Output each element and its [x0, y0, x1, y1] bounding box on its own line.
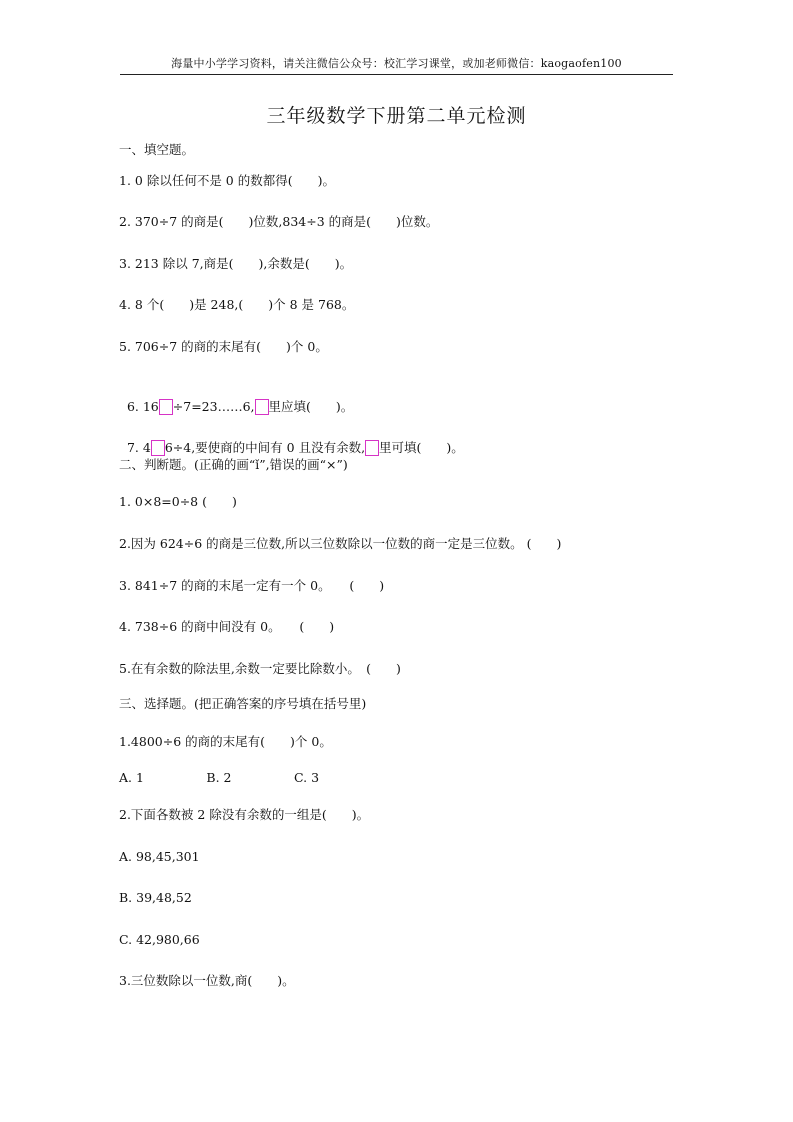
section-heading-multiple-choice: 三、选择题。(把正确答案的序号填在括号里) — [119, 696, 367, 711]
question-3-2-option-a: A. 98,45,301 — [119, 849, 200, 864]
question-3-1-options: A. 1 B. 2 C. 3 — [119, 770, 320, 785]
question-1-7-part-c: 里可填( )。 — [379, 440, 464, 455]
question-2-4: 4. 738÷6 的商中间没有 0。 ( ) — [119, 619, 335, 634]
question-2-2: 2.因为 624÷6 的商是三位数,所以三位数除以一位数的商一定是三位数。 ( ) — [119, 536, 562, 551]
question-1-3: 3. 213 除以 7,商是( ),余数是( )。 — [119, 256, 353, 271]
answer-box[interactable] — [151, 440, 165, 456]
answer-box[interactable] — [365, 440, 379, 456]
question-1-6-part-b: ÷7=23……6, — [172, 399, 255, 414]
question-1-7-part-b: 6÷4,要使商的中间有 0 且没有余数, — [164, 440, 366, 455]
answer-box[interactable] — [159, 399, 173, 415]
question-3-2: 2.下面各数被 2 除没有余数的一组是( )。 — [119, 807, 370, 822]
question-2-1: 1. 0×8=0÷8 ( ) — [119, 494, 237, 509]
question-2-3: 3. 841÷7 的商的末尾一定有一个 0。 ( ) — [119, 578, 385, 593]
question-1-2: 2. 370÷7 的商是( )位数,834÷3 的商是( )位数。 — [119, 214, 439, 229]
section-heading-fill-blank: 一、填空题。 — [119, 142, 195, 157]
question-1-1: 1. 0 除以任何不是 0 的数都得( )。 — [119, 173, 335, 188]
question-1-6-part-a: 6. 16 — [126, 399, 159, 414]
answer-box[interactable] — [255, 399, 269, 415]
question-3-1: 1.4800÷6 的商的末尾有( )个 0。 — [119, 734, 332, 749]
question-3-2-option-b: B. 39,48,52 — [119, 890, 192, 905]
page-header-note: 海量中小学学习资料，请关注微信公众号：校汇学习课堂，或加老师微信：kaogaofen100 — [171, 57, 622, 70]
question-1-4: 4. 8 个( )是 248,( )个 8 是 768。 — [119, 297, 355, 312]
question-1-6 — [119, 380, 353, 416]
header-divider — [120, 74, 673, 75]
question-3-2-option-c: C. 42,980,66 — [119, 932, 200, 947]
question-1-6-part-c: 里应填( )。 — [268, 399, 354, 414]
question-3-3: 3.三位数除以一位数,商( )。 — [119, 973, 295, 988]
question-1-5: 5. 706÷7 的商的末尾有( )个 0。 — [119, 339, 328, 354]
question-2-5: 5.在有余数的除法里,余数一定要比除数小。 ( ) — [119, 661, 401, 676]
question-1-7 — [119, 421, 464, 457]
page-title: 三年级数学下册第二单元检测 — [266, 105, 527, 127]
section-heading-true-false: 二、判断题。(正确的画“ǐ”,错误的画“×”) — [119, 457, 348, 472]
question-1-7-part-a: 7. 4 — [126, 440, 151, 455]
